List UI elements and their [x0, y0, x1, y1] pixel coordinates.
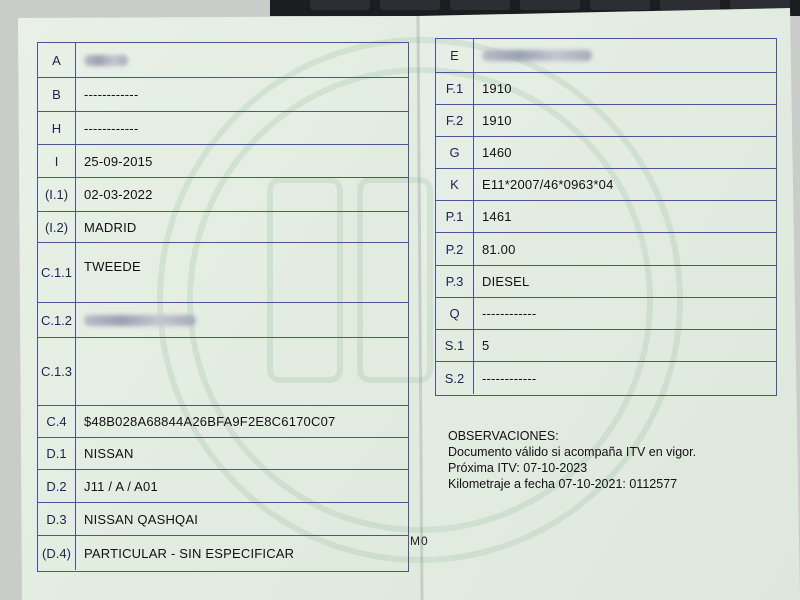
field-value: 1910: [482, 81, 512, 96]
table-row: [38, 535, 408, 570]
field-label: (D.4): [38, 536, 76, 570]
field-label: C.1.2: [38, 303, 76, 337]
table-row: [436, 232, 776, 265]
table-row: [38, 211, 408, 242]
table-row: [436, 200, 776, 232]
redacted-value: [84, 315, 196, 326]
field-label: F.2: [436, 105, 474, 136]
table-row: [436, 104, 776, 136]
field-value: 25-09-2015: [84, 153, 153, 169]
field-value: E11*2007/46*0963*04: [482, 177, 614, 192]
field-value: [84, 43, 128, 77]
observations-line: Documento válido si acompaña ITV en vigor.: [448, 445, 697, 459]
redacted-value: [482, 50, 592, 61]
observations-line: Próxima ITV: 07-10-2023: [448, 461, 588, 475]
field-value: ------------: [84, 120, 139, 136]
field-value: NISSAN QASHQAI: [84, 511, 199, 527]
table-row: [436, 168, 776, 200]
field-value: 1910: [482, 113, 512, 128]
stamp-mark: M0: [410, 534, 429, 548]
table-row: [436, 265, 776, 297]
field-label: C.4: [38, 406, 76, 437]
field-label: C.1.3: [38, 338, 76, 405]
field-label: D.1: [38, 438, 76, 469]
table-row: [38, 242, 408, 302]
table-row: [38, 502, 408, 535]
field-value: 1461: [482, 209, 512, 224]
table-row: [38, 111, 408, 144]
field-label: C.1.1: [38, 243, 76, 302]
right-fields-table: [435, 38, 777, 396]
table-row: [38, 405, 408, 437]
observations-block: [448, 428, 696, 492]
table-row: [38, 302, 408, 337]
table-row: [38, 337, 408, 405]
observations-heading: OBSERVACIONES:: [448, 429, 559, 443]
field-label: D.2: [38, 470, 76, 502]
field-value: ------------: [482, 370, 537, 386]
field-label: B: [38, 78, 76, 111]
field-value: 1460: [482, 145, 512, 160]
field-value: $48B028A68844A26BFA9F2E8C6170C07: [84, 414, 336, 429]
field-value: 02-03-2022: [84, 187, 153, 202]
table-row: [436, 39, 776, 72]
field-label: P.2: [436, 233, 474, 265]
redacted-value: [84, 55, 128, 66]
field-label: A: [38, 43, 76, 77]
field-label: P.3: [436, 266, 474, 297]
field-label: S.1: [436, 330, 474, 361]
field-label: H: [38, 112, 76, 144]
field-label: E: [436, 39, 474, 72]
table-row: [436, 136, 776, 168]
field-label: D.3: [38, 503, 76, 535]
field-value: ------------: [84, 87, 139, 102]
field-label: S.2: [436, 362, 474, 394]
field-label: G: [436, 137, 474, 168]
field-value: MADRID: [84, 219, 137, 235]
left-fields-table: [37, 42, 409, 572]
field-value: ------------: [482, 306, 537, 321]
field-label: F.1: [436, 73, 474, 104]
table-row: [38, 469, 408, 502]
field-label: Q: [436, 298, 474, 329]
field-value: [84, 303, 196, 337]
field-value: J11 / A / A01: [84, 478, 158, 494]
field-value: TWEEDE: [84, 259, 141, 274]
table-row: [38, 144, 408, 177]
field-value: NISSAN: [84, 446, 134, 461]
table-row: [38, 77, 408, 111]
table-row: [436, 72, 776, 104]
field-label: (I.2): [38, 212, 76, 242]
table-row: [436, 329, 776, 361]
field-value: 5: [482, 338, 490, 353]
field-label: (I.1): [38, 178, 76, 211]
table-row: [38, 437, 408, 469]
table-row: [436, 297, 776, 329]
field-value: [482, 39, 592, 72]
field-label: P.1: [436, 201, 474, 232]
field-label: I: [38, 145, 76, 177]
field-value: PARTICULAR - SIN ESPECIFICAR: [84, 545, 295, 561]
field-value: 81.00: [482, 241, 516, 257]
observations-line: Kilometraje a fecha 07-10-2021: 0112577: [448, 477, 678, 491]
table-row: [38, 43, 408, 77]
field-label: K: [436, 169, 474, 200]
table-row: [38, 177, 408, 211]
table-row: [436, 361, 776, 394]
field-value: DIESEL: [482, 274, 530, 289]
